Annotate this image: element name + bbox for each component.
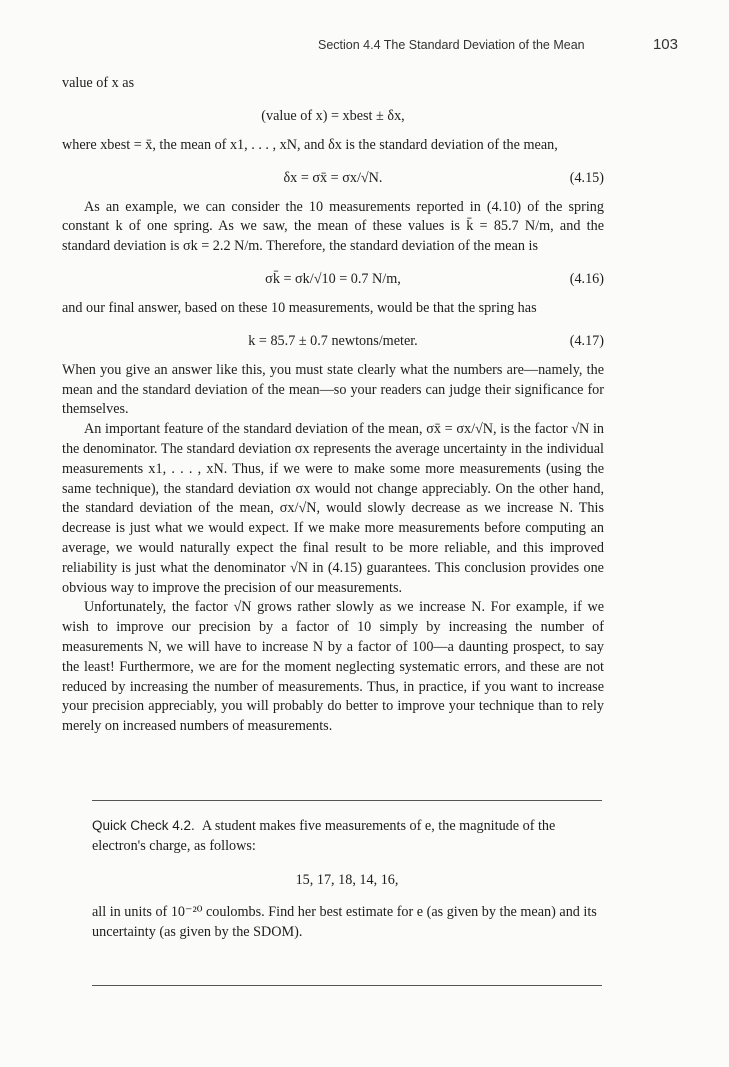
page-number: 103: [652, 36, 678, 53]
body-text: [62, 74, 604, 737]
paragraph-7: Unfortunately, the factor √N grows rather slowly as we increase N. For example, if we wish to improve our precision by a factor of 10 simply by increasing the number of measurements N, we will have to increase N by a factor of 100—a daunting prospect, to say the least! Furthermore, we are for the moment neglecting systematic errors, and these are not reduced by increasing the number of measurements. Thus, in practice, if you want to increase your precision appreciably, you will probably do better to improve your technique than to rely merely on increased numbers of measurements.: [62, 599, 604, 735]
paragraph-6: An important feature of the standard deviation of the mean, σx̄ = σx/√N, is the factor √N in the denominator. The standard deviation σx represents the average uncertainty in the individual measurements x1, . . . , xN. Thus, if we were to make some more measurements (using the same technique), the standard deviation σx would not change appreciably. On the other hand, the standard deviation of the mean, σx/√N, would slowly decrease as we increase N. This decrease is just what we would expect. If we make more measurements before computing an average, we would naturally expect the final result to be more reliable, and this improved reliability is just what the denominator √N in (4.15) guarantees. This conclusion provides one obvious way to improve the precision of our measurements.: [62, 421, 604, 596]
equation-expression: k = 85.7 ± 0.7 newtons/meter.: [248, 332, 418, 349]
equation-number: (4.16): [569, 270, 604, 287]
equation-value-of-x: [62, 106, 604, 126]
equation-expression: (value of x) = xbest ± δx,: [261, 107, 405, 124]
quick-check-label: Quick Check 4.2.: [92, 818, 195, 833]
paragraph-5: When you give an answer like this, you must state clearly what the numbers are—namely, the mean and the standard deviation of the mean—so your readers can judge their significance for themselves.: [62, 361, 604, 418]
quick-check-intro: A student makes five measurements of e, the magnitude of the electron's charge, as follows:: [92, 818, 556, 854]
divider-top: [92, 800, 602, 801]
equation-4-15: [62, 168, 604, 188]
quick-check-intro-line: [92, 816, 602, 856]
equation-4-16: [62, 269, 604, 289]
paragraph-4: and our final answer, based on these 10 measurements, would be that the spring has: [62, 299, 537, 316]
paragraph-2: where xbest = x̄, the mean of x1, . . . , xN, and δx is the standard deviation of the mean,: [62, 136, 558, 153]
quick-check-box: [92, 816, 602, 942]
paragraph-3: As an example, we can consider the 10 measurements reported in (4.10) of the spring constant k of one spring. As we saw, the mean of these values is k̄ = 85.7 N/m, and the standard deviation is σk = 2.2 N/m. Therefore, the standard deviation of the mean is: [62, 198, 604, 255]
paragraph-1: value of x as: [62, 75, 135, 91]
divider-bottom: [92, 985, 602, 986]
equation-expression: δx = σx̄ = σx/√N.: [283, 169, 383, 186]
equation-number: (4.17): [569, 332, 604, 349]
equation-4-17: [62, 331, 604, 351]
equation-expression: σk̄ = σk/√10 = 0.7 N/m,: [265, 270, 401, 287]
section-title: Section 4.4 The Standard Deviation of the Mean: [318, 38, 585, 52]
quick-check-data: 15, 17, 18, 14, 16,: [295, 872, 399, 888]
quick-check-outro: all in units of 10⁻²⁰ coulombs. Find her best estimate for e (as given by the mean) and its uncertainty (as given by the SDOM).: [92, 904, 597, 940]
running-header: [318, 38, 678, 52]
equation-number: (4.15): [569, 169, 604, 186]
